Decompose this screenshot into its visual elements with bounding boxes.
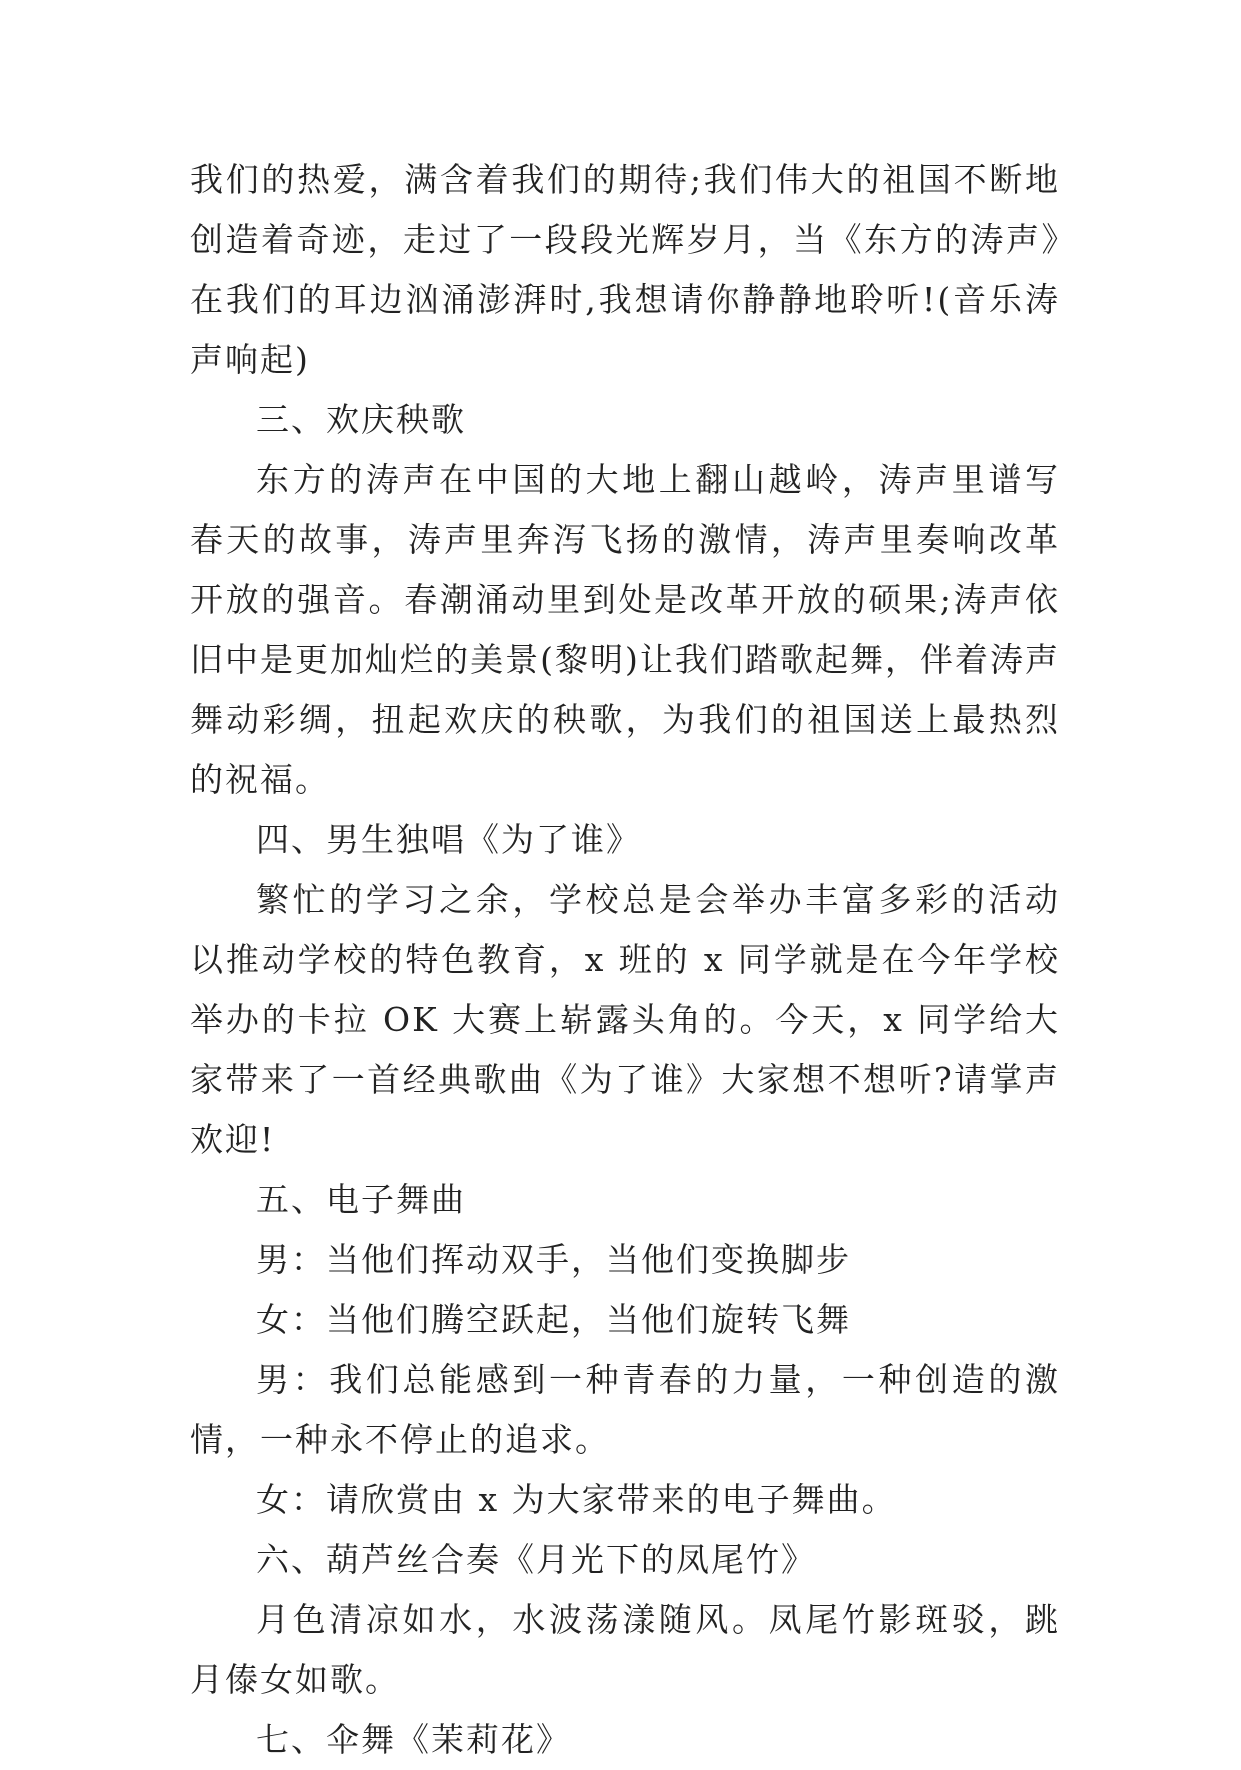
paragraph: 繁忙的学习之余，学校总是会举办丰富多彩的活动以推动学校的特色教育，x 班的 x 同学就是在今年学校举办的卡拉 OK 大赛上崭露头角的。今天，x 同学给大家带来了一首经典歌曲《为了谁》大家想不想听?请掌声欢迎!: [190, 880, 1060, 1159]
dialogue-line-female: 女：请欣赏由 x 为大家带来的电子舞曲。: [256, 1480, 897, 1519]
paragraph: 东方的涛声在中国的大地上翻山越岭，涛声里谱写春天的故事，涛声里奔泻飞扬的激情，涛声里奏响改革开放的强音。春潮涌动里到处是改革开放的硕果;涛声依旧中是更加灿烂的美景(黎明)让我们踏歌起舞，伴着涛声舞动彩绸，扭起欢庆的秧歌，为我们的祖国送上最热烈的祝福。: [190, 460, 1060, 799]
dialogue-line-male: 男：我们总能感到一种青春的力量，一种创造的激情，一种永不停止的追求。: [190, 1360, 1060, 1459]
section-heading-5: 五、电子舞曲: [256, 1180, 466, 1219]
section-heading-3: 三、欢庆秧歌: [256, 400, 466, 439]
paragraph: 月色清凉如水，水波荡漾随风。凤尾竹影斑驳，跳月傣女如歌。: [190, 1600, 1060, 1699]
section-heading-7: 七、伞舞《茉莉花》: [256, 1720, 571, 1759]
section-heading-6: 六、葫芦丝合奏《月光下的凤尾竹》: [256, 1540, 816, 1579]
dialogue-line-female: 女：当他们腾空跃起，当他们旋转飞舞: [256, 1300, 851, 1339]
dialogue-line-male: 男：当他们挥动双手，当他们变换脚步: [256, 1240, 851, 1279]
document-body: [190, 150, 1060, 1770]
section-heading-4: 四、男生独唱《为了谁》: [256, 820, 641, 859]
paragraph-continued: 我们的热爱，满含着我们的期待;我们伟大的祖国不断地创造着奇迹，走过了一段段光辉岁月，当《东方的涛声》在我们的耳边汹涌澎湃时,我想请你静静地聆听!(音乐涛声响起): [190, 160, 1060, 379]
